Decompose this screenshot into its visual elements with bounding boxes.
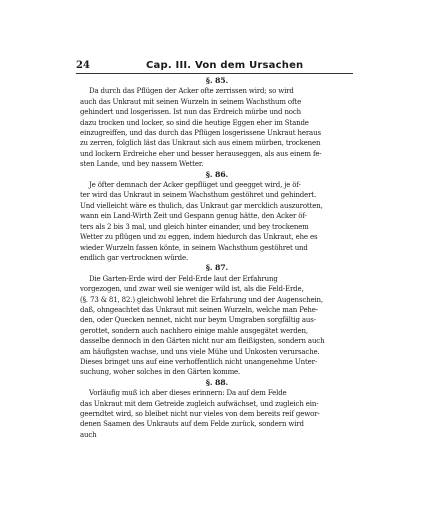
text-line: das Unkraut mit dem Getreide zugleich aufwächset, und zugleich ein-: [80, 399, 319, 408]
section-paragraph: [80, 180, 354, 263]
section-heading: §. 86.: [205, 169, 229, 179]
text-line: Die Garten-Erde wird der Feld-Erde laut der Erfahrung: [89, 274, 278, 283]
text-line: daß, ohngeachtet das Unkraut mit seinen Wurzeln, welche man Pehe-: [80, 305, 319, 314]
running-title: Cap. III. Von dem Ursachen: [146, 60, 304, 71]
text-line: vorgezogen, und zwar weil sie weniger wild ist, als die Feld-Erde,: [80, 285, 304, 294]
text-line: den, oder Quecken nennet, nicht nur beym Umgraben sorgfältig aus-: [80, 316, 316, 325]
text-line: gerottet, sondern auch nachhero einige mahle ausgegätet werden,: [80, 326, 308, 335]
text-line: sten Lande, und bey nassem Wetter.: [80, 160, 204, 169]
text-line: wieder Wurzeln fassen könte, in seinem Wachsthum gestöhret und: [80, 243, 308, 252]
text-line: und lockern Erdreiche eher und besser herauseggen, als aus einem fe-: [80, 149, 322, 158]
text-line: geerndtet wird, so bleibet nicht nur vieles von dem bereits reif gewor-: [80, 410, 320, 418]
text-line: zu zerren, folglich läst das Unkraut sich aus einem mürben, trockenen: [80, 139, 321, 148]
page-header: [76, 60, 350, 73]
section-heading: §. 87.: [205, 263, 229, 273]
text-line: Und vielleicht wäre es thulich, das Unkraut gar mercklich auszurotten,: [80, 201, 323, 210]
text-line: wann ein Land-Wirth Zeit und Gespann genug hätte, den Acker öf-: [80, 212, 307, 221]
text-line: Da durch das Pflügen der Acker ofte zerrissen wird; so wird: [89, 87, 294, 96]
text-line: endlich gar vertrocknen würde.: [80, 253, 189, 262]
text-line: denen Saamen des Unkrauts auf dem Felde zurück, sondern wird: [80, 420, 304, 429]
header-rule: [76, 73, 353, 74]
text-line: ter wird das Unkraut in seinem Wachsthum gestöhret und gehindert.: [80, 191, 317, 200]
text-line: am häufigsten wachse, und uns viele Mühe und Unkosten verursache.: [80, 347, 320, 356]
section-heading: §. 85.: [205, 76, 229, 85]
section-paragraph: [80, 388, 354, 440]
section-paragraph: [80, 86, 354, 169]
section-heading: §. 88.: [205, 377, 229, 387]
text-line: einzugreiffen, und das durch das Pflügen losgerissene Unkraut heraus: [80, 129, 321, 138]
text-line: dazu trocken und locker, so sind die heutige Eggen eher im Stande: [80, 118, 309, 127]
text-line: auch: [80, 430, 97, 439]
text-line: dasselbe dennoch in den Gärten nicht nur am fleißigsten, sondern auch: [80, 337, 325, 346]
text-line: Wetter zu pflügen und zu eggen, indem hiedurch das Unkraut, ehe es: [80, 233, 318, 242]
text-line: Dieses bringet uns auf eine verhoffentlich nicht unangenehme Unter-: [80, 357, 318, 366]
page-body: [80, 76, 354, 440]
text-line: (§. 73 & 81, 82.) gleichwohl lehret die Erfahrung und der Augenschein,: [80, 295, 323, 304]
text-line: Vorläufig muß ich aber dieses erinnern: Da auf dem Felde: [89, 389, 287, 398]
section-paragraph: [80, 274, 354, 378]
text-line: auch das Unkraut mit seinen Wurzeln in seinem Wachsthum ofte: [80, 97, 302, 106]
text-line: ters als 2 bis 3 mal, und gleich hinter einander, und bey trockenem: [80, 222, 309, 231]
text-line: gehindert und losgerissen. Ist nun das Erdreich mürbe und noch: [80, 108, 301, 117]
text-line: Je öfter demnach der Acker gepflüget und geegget wird, je öf-: [89, 181, 301, 190]
text-line: suchung, woher solches in den Gärten komme.: [80, 368, 241, 377]
page-number: 24: [76, 60, 90, 71]
